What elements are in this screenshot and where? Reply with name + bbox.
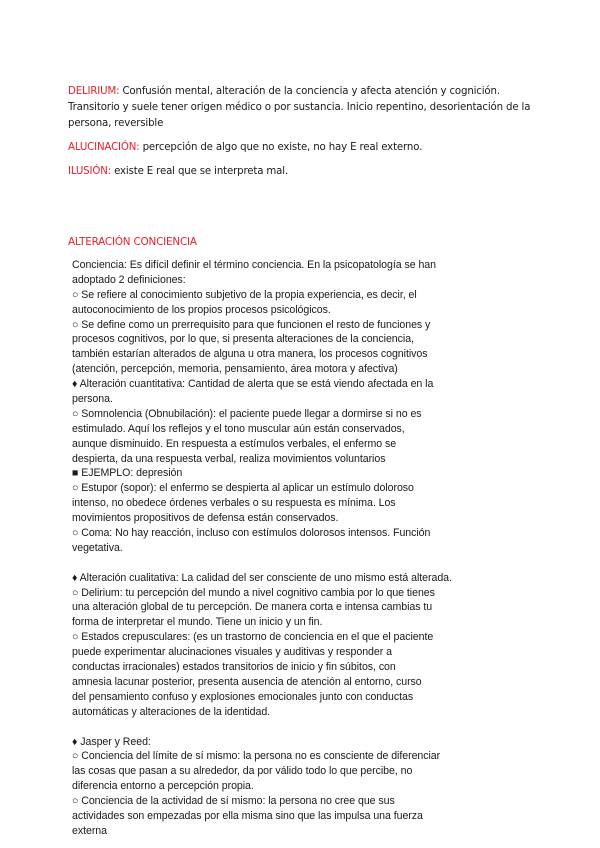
body-line: puede experimentar alucinaciones visuales y auditivas y responder a <box>72 646 392 659</box>
body-line: amnesia lacunar posterior, presenta ausencia de atención al entorno, curso <box>72 675 422 688</box>
body-line: externa <box>72 824 107 837</box>
body-line: ○ Conciencia de la actividad de sí mismo: la persona no cree que sus <box>72 795 395 808</box>
body-line: autoconocimiento de los propios procesos psicológicos. <box>72 303 331 316</box>
body-line: también estarían alterados de alguna u otra manera, los procesos cognitivos <box>72 348 428 361</box>
definition-delirium-text: Confusión mental, alteración de la conciencia y afecta atención y cognición. Transitorio y suele tener origen médico o por sustancia. Inicio repentino, desorientación de la persona, reversible <box>68 86 531 129</box>
body-line: conductas irracionales) estados transitorios de inicio y fin súbitos, con <box>72 661 396 674</box>
body-line: actividades son empezadas por ella misma sino que las impulsa una fuerza <box>72 809 423 822</box>
definition-alucinacion-text: percepción de algo que no existe, no hay E real externo. <box>139 142 423 153</box>
body-line: forma de interpretar el mundo. Tiene un inicio y un fin. <box>72 616 323 629</box>
blank-line <box>72 556 542 571</box>
body-line: despierta, da una respuesta verbal, realiza movimientos voluntarios <box>72 452 386 465</box>
body-line: diferencia entorno a percepción propia. <box>72 780 254 793</box>
body-line: ○ Delirium: tu percepción del mundo a nivel cognitivo cambia por lo que tienes <box>72 586 435 599</box>
body-line: ○ Somnolencia (Obnubilación): el paciente puede llegar a dormirse si no es <box>72 407 422 420</box>
body-line: procesos cognitivos, por lo que, si presenta alteraciones de la conciencia, <box>72 333 414 346</box>
body-line: movimientos propositivos de defensa están conservados. <box>72 512 339 525</box>
body-line: vegetativa. <box>72 541 123 554</box>
definition-ilusion <box>68 164 538 180</box>
blank-line <box>72 720 542 735</box>
body-line: ♦ Alteración cualitativa: La calidad del ser consciente de uno mismo está alterada. <box>72 571 452 584</box>
term-delirium: DELIRIUM: <box>68 86 120 97</box>
body-line: ○ Coma: No hay reacción, incluso con estímulos dolorosos intensos. Función <box>72 527 431 540</box>
body-line: del pensamiento confuso y explosiones emocionales junto con conductas <box>72 690 414 703</box>
body-line: adoptado 2 definiciones: <box>72 273 186 286</box>
body-line: una alteración global de tu percepción. De manera corta e intensa cambias tu <box>72 601 433 614</box>
body-line: ♦ Jasper y Reed: <box>72 735 151 748</box>
definition-alucinacion <box>68 140 538 156</box>
body-line: automáticas y alteraciones de la identidad. <box>72 705 271 718</box>
section-body <box>72 258 542 839</box>
body-line: intenso, no obedece órdenes verbales o su respuesta es mínima. Los <box>72 497 396 510</box>
section-heading: ALTERACIÓN CONCIENCIA <box>68 236 197 248</box>
term-alucinacion: ALUCINACIÓN: <box>68 142 140 153</box>
body-line: las cosas que pasan a su alrededor, da por válido todo lo que percibe, no <box>72 765 413 778</box>
body-line: ○ Estupor (sopor): el enfermo se despierta al aplicar un estímulo doloroso <box>72 482 414 495</box>
body-line: aunque disminuido. En respuesta a estímulos verbales, el enfermo se <box>72 437 397 450</box>
body-line: ♦ Alteración cuantitativa: Cantidad de alerta que se está viendo afectada en la <box>72 378 434 391</box>
body-line: ○ Conciencia del límite de sí mismo: la persona no es consciente de diferenciar <box>72 750 441 763</box>
body-line: persona. <box>72 393 113 406</box>
body-line: Conciencia: Es difícil definir el término conciencia. En la psicopatología se han <box>72 259 436 271</box>
body-line: estimulado. Aquí los reflejos y el tono muscular aún están conservados, <box>72 422 405 435</box>
body-line: ○ Estados crepusculares: (es un trastorno de conciencia en el que el paciente <box>72 631 434 644</box>
body-line: ○ Se refiere al conocimiento subjetivo de la propia experiencia, es decir, el <box>72 288 417 301</box>
body-line: (atención, percepción, memoria, pensamiento, área motora y afectiva) <box>72 363 398 376</box>
term-ilusion: ILUSIÓN: <box>68 166 111 177</box>
definition-delirium <box>68 84 538 132</box>
body-line: ■ EJEMPLO: depresión <box>72 467 183 480</box>
definition-ilusion-text: existe E real que se interpreta mal. <box>110 166 289 177</box>
body-line: ○ Se define como un prerrequisito para que funcionen el resto de funciones y <box>72 318 431 331</box>
